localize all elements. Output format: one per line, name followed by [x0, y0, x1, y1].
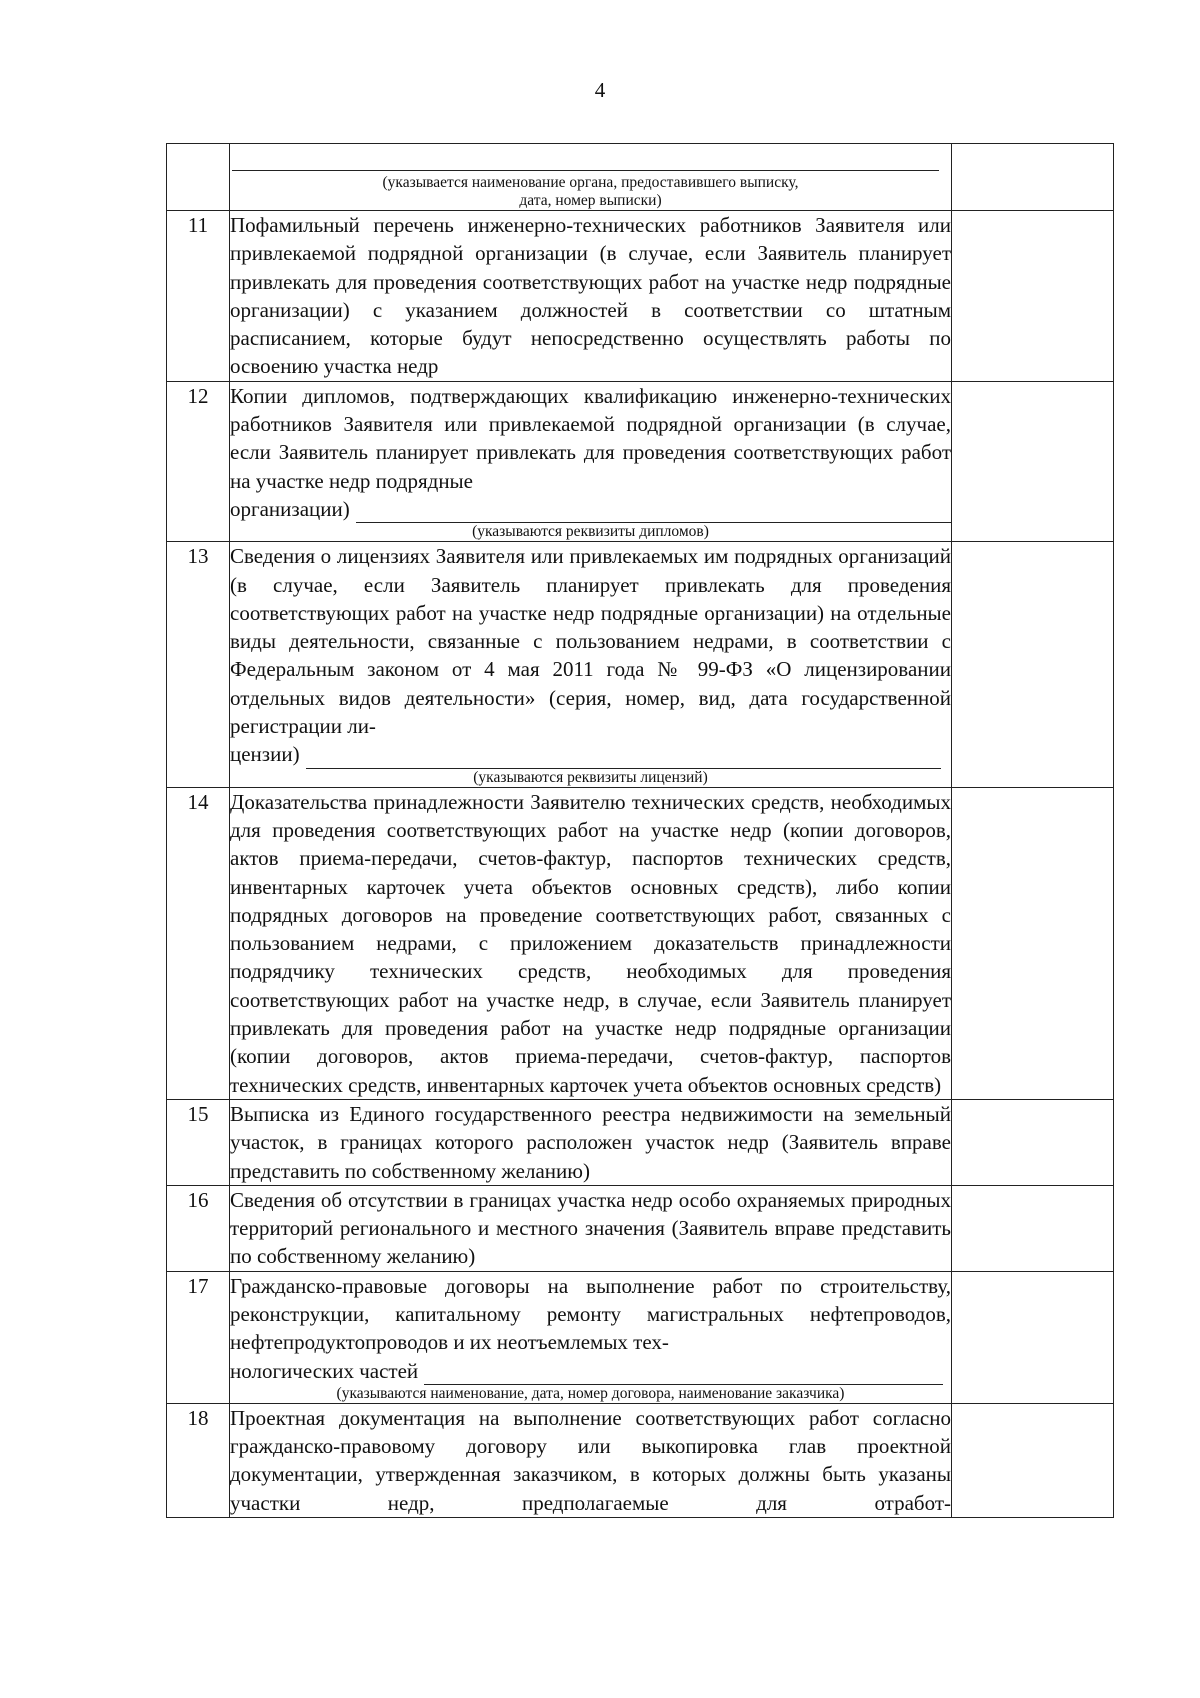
fill-line — [424, 1362, 943, 1385]
row-text-cell — [230, 1403, 952, 1517]
row-empty-cell — [952, 542, 1114, 787]
row-number: 13 — [167, 542, 230, 787]
table-row — [167, 211, 1114, 382]
fill-line — [232, 144, 939, 171]
field-caption: (указываются реквизиты дипломов) — [472, 523, 709, 541]
row-text: Выписка из Единого государственного реестра недвижимости на земельный участок, в границах которого расположен участок недр (Заявитель вправе представить по собственному желанию) — [230, 1101, 951, 1183]
table-row — [167, 1403, 1114, 1517]
page-number: 4 — [594, 78, 606, 102]
row-number: 14 — [167, 787, 230, 1099]
row-empty-cell — [952, 381, 1114, 541]
fill-label: организации) — [230, 496, 350, 521]
row-number: 17 — [167, 1271, 230, 1403]
row-text: Доказательства принадлежности Заявителю технических средств, необходимых для проведения соответствующих работ на участке недр (копии договоров, актов приема-передачи, счетов-фактур, паспортов технических средств, инвентарных карточек учета объектов основных средств), либо копии подрядных договоров на проведение соответствующих работ, связанных с пользованием недрами, с приложением доказательств принадлежности подрядчику технических средств, необходимых для проведения соответствующих работ на участке недр, в случае, если Заявитель планирует привлекать для проведения работ на участке недр подрядные организации (копии договоров, актов приема-передачи, счетов-фактур, паспортов технических средств, инвентарных карточек учета объектов основных средств) — [230, 789, 951, 1097]
row-text-cell — [230, 211, 952, 382]
fill-line — [356, 500, 951, 523]
row-empty-cell — [952, 144, 1114, 211]
row-text: Сведения о лицензиях Заявителя или привлекаемых им подрядных организаций (в случае, если Заявитель планирует привлекать для проведения соответствующих работ на участке недр подрядные организации) на отдельные виды деятельности, связанные с пользованием недрами, в соответствии с Федеральным законом от 4 мая 2011 года № 99-ФЗ «О лицензировании отдельных видов деятельности» (серия, номер, вид, дата государственной регистрации ли- — [230, 544, 951, 739]
field-caption: дата, номер выписки) — [519, 192, 662, 209]
fill-line-row — [230, 495, 951, 523]
document-table — [166, 143, 1114, 1518]
row-text: Копии дипломов, подтверждающих квалификацию инженерно-технических работников Заявителя или привлекаемой подрядной организации (в случае, если Заявитель планирует привлекать для проведения соответствующих работ на участке недр подрядные — [230, 383, 951, 493]
row-text-cell — [230, 1271, 952, 1403]
row-text: Пофамильный перечень инженерно-технических работников Заявителя или привлекаемой подрядной организации (в случае, если Заявитель планирует привлекать для проведения соответствующих работ на участке недр подрядные организации) с указанием должностей в соответствии со штатным расписанием, которые будут непосредственно осуществлять работы по освоению участка недр — [230, 213, 951, 379]
fill-label: цензии) — [230, 742, 300, 767]
fill-line-row — [230, 740, 951, 768]
table-row-continuation — [167, 144, 1114, 211]
row-empty-cell — [952, 1099, 1114, 1185]
field-caption: (указываются наименование, дата, номер договора, наименование заказчика) — [336, 1384, 845, 1402]
row-empty-cell — [952, 211, 1114, 382]
row-number: 18 — [167, 1403, 230, 1517]
row-text-cell — [230, 144, 952, 211]
row-text: Проектная документация на выполнение соответствующих работ согласно гражданско-правовому договору или выкопировка глав проектной документации, утвержденная заказчиком, в которых должны быть указаны участки недр, предполагаемые для отработ- — [230, 1405, 951, 1515]
row-number-cell — [167, 144, 230, 211]
row-number: 11 — [167, 211, 230, 382]
fill-line — [306, 746, 941, 769]
row-text: Сведения об отсутствии в границах участка недр особо охраняемых природных территорий регионального и местного значения (Заявитель вправе представить по собственному желанию) — [230, 1187, 951, 1269]
row-text-cell — [230, 381, 952, 541]
table-row — [167, 542, 1114, 787]
row-number: 15 — [167, 1099, 230, 1185]
row-empty-cell — [952, 1403, 1114, 1517]
field-caption: (указывается наименование органа, предоставившего выписку, — [382, 174, 799, 191]
row-empty-cell — [952, 1271, 1114, 1403]
row-text-cell — [230, 542, 952, 787]
row-number: 16 — [167, 1185, 230, 1271]
field-caption: (указываются реквизиты лицензий) — [473, 768, 708, 786]
fill-line-row — [230, 1357, 951, 1385]
table-row — [167, 381, 1114, 541]
table-row — [167, 1185, 1114, 1271]
row-text-cell — [230, 787, 952, 1099]
row-number: 12 — [167, 381, 230, 541]
table-row — [167, 787, 1114, 1099]
fill-label: нологических частей — [230, 1358, 419, 1383]
row-empty-cell — [952, 1185, 1114, 1271]
row-text: Гражданско-правовые договоры на выполнение работ по строительству, реконструкции, капитальному ремонту магистральных нефтепроводов, нефтепродуктопроводов и их неотъемлемых тех- — [230, 1273, 951, 1355]
table-row — [167, 1271, 1114, 1403]
table-row — [167, 1099, 1114, 1185]
row-text-cell — [230, 1099, 952, 1185]
row-text-cell — [230, 1185, 952, 1271]
row-empty-cell — [952, 787, 1114, 1099]
